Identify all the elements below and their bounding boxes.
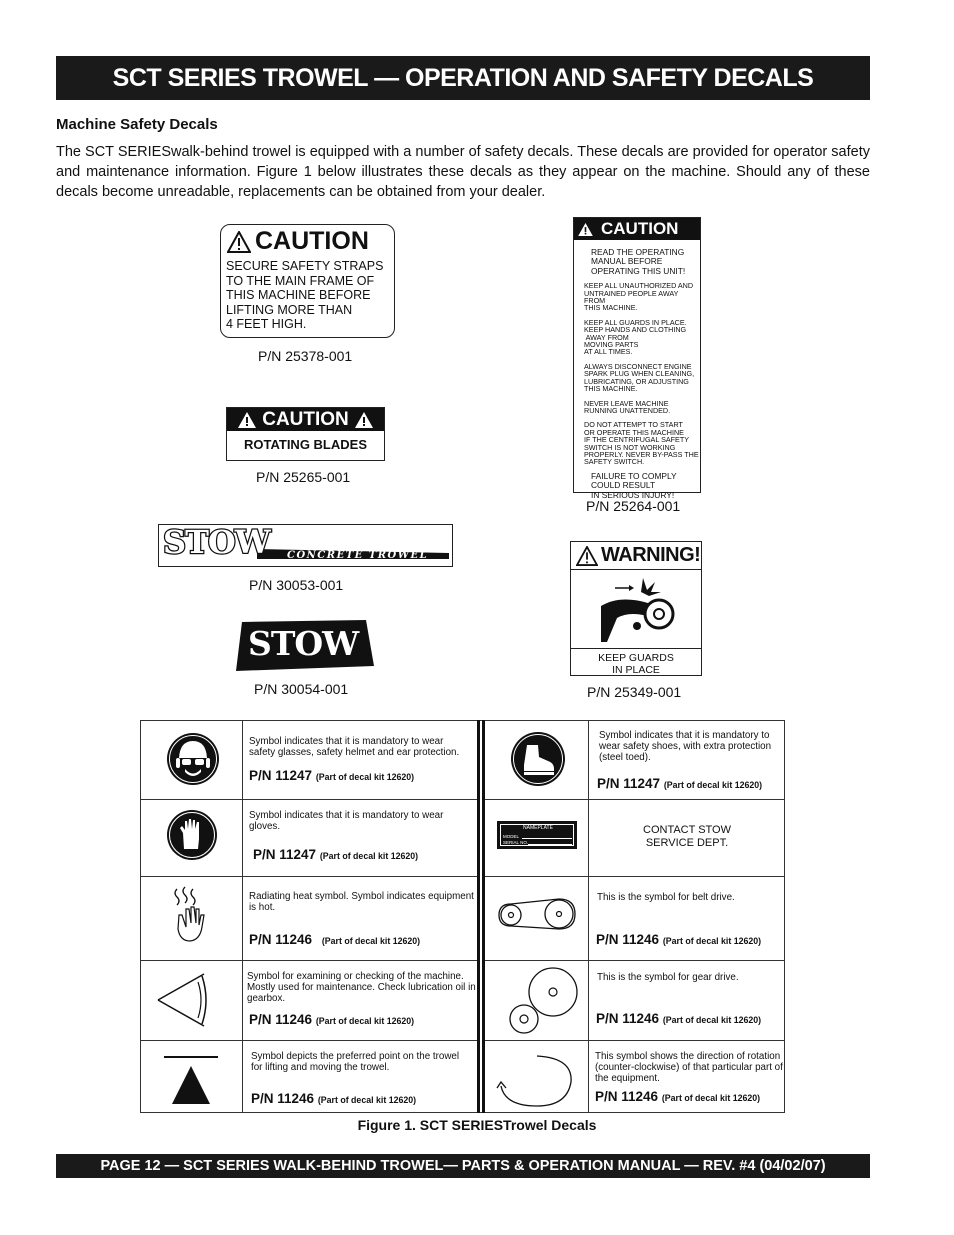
- eye-icon: [154, 970, 210, 1030]
- hot-surface-icon: [170, 885, 210, 945]
- decal-line: AWAY FROM: [584, 332, 629, 342]
- section-heading: Machine Safety Decals: [56, 116, 218, 133]
- decal-line: SWITCH IS NOT WORKING: [584, 442, 676, 452]
- part-number: P/N 25265-001: [256, 469, 351, 485]
- symbol-part-number: P/N 11247: [249, 768, 313, 783]
- contact-line: CONTACT STOW: [643, 824, 731, 836]
- decal-heading: WARNING!: [601, 544, 701, 566]
- decal-line: FAILURE TO COMPLY: [591, 470, 677, 481]
- decal-kit-note: (Part of decal kit 12620): [661, 1093, 761, 1103]
- decal-paragraph: [584, 282, 700, 312]
- belt-drive-icon: [497, 895, 579, 935]
- part-number: P/N 25349-001: [587, 684, 682, 700]
- decal-stow-concrete-trowel: [158, 524, 453, 567]
- decal-line: NEVER LEAVE MACHINE: [584, 398, 669, 408]
- decal-rotating-blades: [226, 407, 385, 461]
- rotation-icon: [495, 1050, 579, 1110]
- symbol-description: Symbol depicts the preferred point on the trowel for lifting and moving the trowel.: [251, 1051, 460, 1073]
- decal-line: LIFTING MORE THAN: [226, 302, 353, 317]
- gear-drive-icon: [507, 966, 581, 1036]
- nameplate-model: MODEL: [503, 834, 520, 839]
- part-number: P/N 25264-001: [586, 498, 681, 514]
- decal-line: IF THE CENTRIFUGAL SAFETY: [584, 435, 690, 445]
- stow-logo-text: STOW: [248, 624, 359, 663]
- warning-triangle-icon: [227, 231, 251, 253]
- symbol-description: Symbol for examining or checking of the machine. Mostly used for maintenance. Check lubrication oil in gearbox.: [247, 971, 476, 1004]
- decal-line: COULD RESULT: [591, 480, 656, 491]
- intro-paragraph: The SCT SERIESwalk-behind trowel is equipped with a number of safety decals. These decals are provided for operator safety and maintenance information. Figure 1 below illustrates these decals as they appear on the machine. Should any of these decals become unreadable, replacements can be obtained from your dealer.: [56, 144, 870, 200]
- decal-heading: CAUTION: [255, 227, 369, 255]
- decal-line: RUNNING UNATTENDED.: [584, 405, 671, 415]
- decal-line: MANUAL BEFORE: [591, 256, 663, 267]
- gloves-icon: [166, 809, 218, 861]
- decal-kit-note: (Part of decal kit 12620): [321, 936, 421, 946]
- decal-heading: CAUTION: [601, 219, 679, 238]
- decal-kit-note: (Part of decal kit 12620): [662, 936, 762, 946]
- decal-line: 4 FEET HIGH.: [226, 317, 307, 332]
- decal-paragraph: [584, 363, 700, 393]
- decal-heading: CAUTION: [262, 408, 349, 430]
- decal-line: AT ALL TIMES.: [584, 347, 633, 357]
- warning-triangle-icon: [578, 223, 593, 236]
- warning-triangle-icon: [355, 412, 373, 428]
- decal-line: KEEP ALL UNAUTHORIZED AND: [584, 281, 694, 291]
- footer-text: PAGE 12 — SCT SERIES WALK-BEHIND TROWEL— PARTS & OPERATION MANUAL — REV. #4 (04/02/07): [100, 1158, 826, 1174]
- decal-warning-guards: [570, 541, 702, 676]
- decal-line: LUBRICATING, OR ADJUSTING: [584, 376, 689, 386]
- safety-shoes-icon: [510, 731, 566, 787]
- part-number: P/N 30054-001: [254, 681, 349, 697]
- decal-line: TO THE MAIN FRAME OF: [226, 273, 375, 288]
- symbol-part-number: P/N 11246: [596, 1011, 660, 1026]
- decal-read-manual: [573, 217, 701, 500]
- symbol-description: Symbol indicates that it is mandatory to wear safety shoes, with extra protection (steel toed).: [599, 730, 772, 763]
- symbol-part-number: P/N 11246: [249, 1012, 313, 1027]
- decal-kit-note: (Part of decal kit 12620): [662, 1015, 762, 1025]
- symbol-part-number: P/N 11247: [597, 776, 661, 791]
- decal-body: ROTATING BLADES: [243, 437, 367, 452]
- stow-tagline: CONCRETE TROWEL: [287, 550, 429, 561]
- symbol-description: Symbol indicates that it is mandatory to wear safety glasses, safety helmet and ear protection.: [249, 736, 460, 758]
- decal-line: DO NOT ATTEMPT TO START: [584, 420, 683, 430]
- symbol-description: This symbol shows the direction of rotation (counter-clockwise) of that particular part of the equipment.: [595, 1051, 783, 1084]
- nameplate-serial: SERIAL NO.: [503, 840, 529, 845]
- decal-kit-note: (Part of decal kit 12620): [317, 1095, 417, 1105]
- figure-caption: Figure 1. SCT SERIESTrowel Decals: [357, 1117, 597, 1133]
- decal-line: THIS MACHINE.: [584, 303, 638, 313]
- page-title: SCT SERIES TROWEL — OPERATION AND SAFETY DECALS: [112, 63, 814, 92]
- decal-line: THIS MACHINE.: [584, 384, 638, 394]
- symbol-part-number: P/N 11246: [251, 1091, 315, 1106]
- warning-triangle-icon: [238, 412, 256, 428]
- decal-line: SAFETY SWITCH.: [584, 457, 645, 467]
- safety-gear-icon: [166, 732, 220, 786]
- decal-paragraph: [584, 400, 700, 415]
- symbol-part-number: P/N 11246: [595, 1089, 659, 1104]
- decal-line: THIS MACHINE BEFORE: [226, 288, 371, 303]
- page-header: [56, 56, 870, 100]
- warning-triangle-icon: [576, 546, 598, 566]
- decal-line: MOVING PARTS: [584, 340, 639, 350]
- decal-line: SECURE SAFETY STRAPS: [226, 259, 384, 273]
- decal-line: IN SERIOUS INJURY!: [591, 489, 675, 500]
- lift-point-icon: [164, 1050, 218, 1106]
- symbol-part-number: P/N 11247: [253, 847, 317, 862]
- stow-logo-text: STOW: [163, 523, 270, 561]
- decal-line: ALWAYS DISCONNECT ENGINE: [584, 361, 692, 371]
- decal-line: OPERATING THIS UNIT!: [591, 265, 686, 276]
- decal-kit-note: (Part of decal kit 12620): [663, 780, 763, 790]
- decal-line: READ THE OPERATING: [591, 247, 685, 257]
- part-number: P/N 30053-001: [249, 577, 344, 593]
- part-number: P/N 25378-001: [258, 348, 353, 364]
- decal-safety-straps: [220, 224, 395, 338]
- decal-line: KEEP HANDS AND CLOTHING: [584, 325, 687, 335]
- decal-line: OR OPERATE THIS MACHINE: [584, 427, 684, 437]
- decal-paragraph: [584, 421, 700, 465]
- decal-kit-note: (Part of decal kit 12620): [315, 772, 415, 782]
- pinch-point-icon: [571, 570, 700, 648]
- nameplate-icon: [497, 821, 577, 849]
- decal-line: SPARK PLUG WHEN CLEANING,: [584, 369, 695, 379]
- symbol-description: Radiating heat symbol. Symbol indicates equipment is hot.: [249, 891, 474, 913]
- symbol-description: Symbol indicates that it is mandatory to wear gloves.: [249, 810, 444, 832]
- decal-line: KEEP GUARDS: [598, 652, 674, 664]
- nameplate-title: NAMEPLATE: [523, 825, 553, 831]
- decal-line: KEEP ALL GUARDS IN PLACE.: [584, 317, 687, 327]
- symbol-decal-table: [140, 720, 785, 1113]
- page-footer: [56, 1154, 870, 1178]
- decal-paragraph: [584, 319, 700, 356]
- symbol-part-number: P/N 11246: [249, 932, 313, 947]
- decal-stow-logo: [234, 618, 376, 673]
- symbol-part-number: P/N 11246: [596, 932, 660, 947]
- decal-kit-note: (Part of decal kit 12620): [319, 851, 419, 861]
- symbol-description: This is the symbol for gear drive.: [597, 972, 739, 983]
- decal-line: PROPERLY. NEVER BY-PASS THE: [584, 449, 699, 459]
- contact-line: SERVICE DEPT.: [645, 837, 729, 849]
- decal-kit-note: (Part of decal kit 12620): [315, 1016, 415, 1026]
- decal-line: IN PLACE: [612, 664, 660, 676]
- symbol-description: This is the symbol for belt drive.: [597, 892, 735, 903]
- decal-line: UNTRAINED PEOPLE AWAY FROM: [584, 288, 679, 306]
